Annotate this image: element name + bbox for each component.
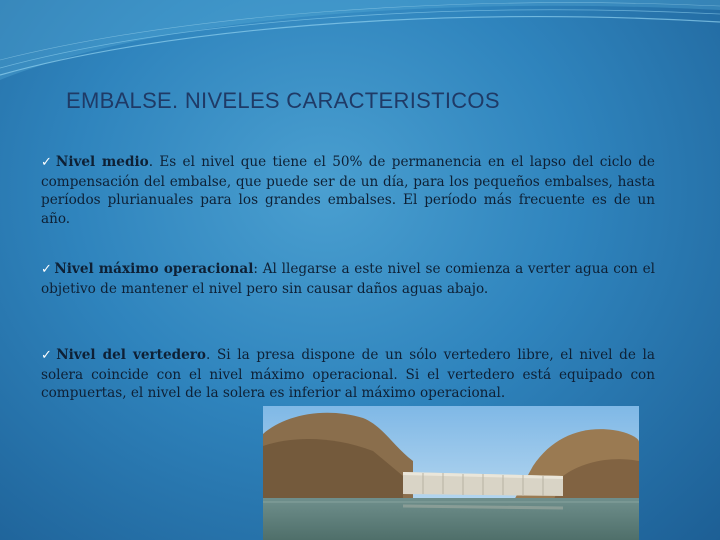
item-nivel-medio	[41, 153, 655, 228]
item-text: : Al llegarse a este nivel se comienza a verter agua con el objetivo de mantener el nivel pero sin causar daños aguas abajo.	[41, 261, 655, 297]
check-icon: ✓	[41, 348, 55, 363]
item-nivel-maximo-operacional	[41, 260, 655, 298]
slide-title: EMBALSE. NIVELES CARACTERISTICOS	[66, 88, 500, 113]
item-term: Nivel del vertedero	[56, 347, 206, 363]
check-icon: ✓	[41, 262, 53, 277]
item-nivel-vertedero	[41, 346, 655, 403]
item-text: . Si la presa dispone de un sólo vertedero libre, el nivel de la solera coincide con el nivel máximo operacional. Si el vertedero está equipado con compuertas, el nivel de la solera es inferior al máximo operacional.	[41, 347, 655, 401]
dam-reservoir-photo	[263, 406, 639, 540]
item-term: Nivel máximo operacional	[54, 261, 254, 277]
check-icon: ✓	[41, 155, 54, 170]
item-term: Nivel medio	[55, 154, 149, 170]
item-text: . Es el nivel que tiene el 50% de permanencia en el lapso del ciclo de compensación del embalse, que puede ser de un día, para los pequeños embalses, hasta períodos plurianuales para los grandes embalses. El período más frecuente es de un año.	[41, 154, 655, 227]
